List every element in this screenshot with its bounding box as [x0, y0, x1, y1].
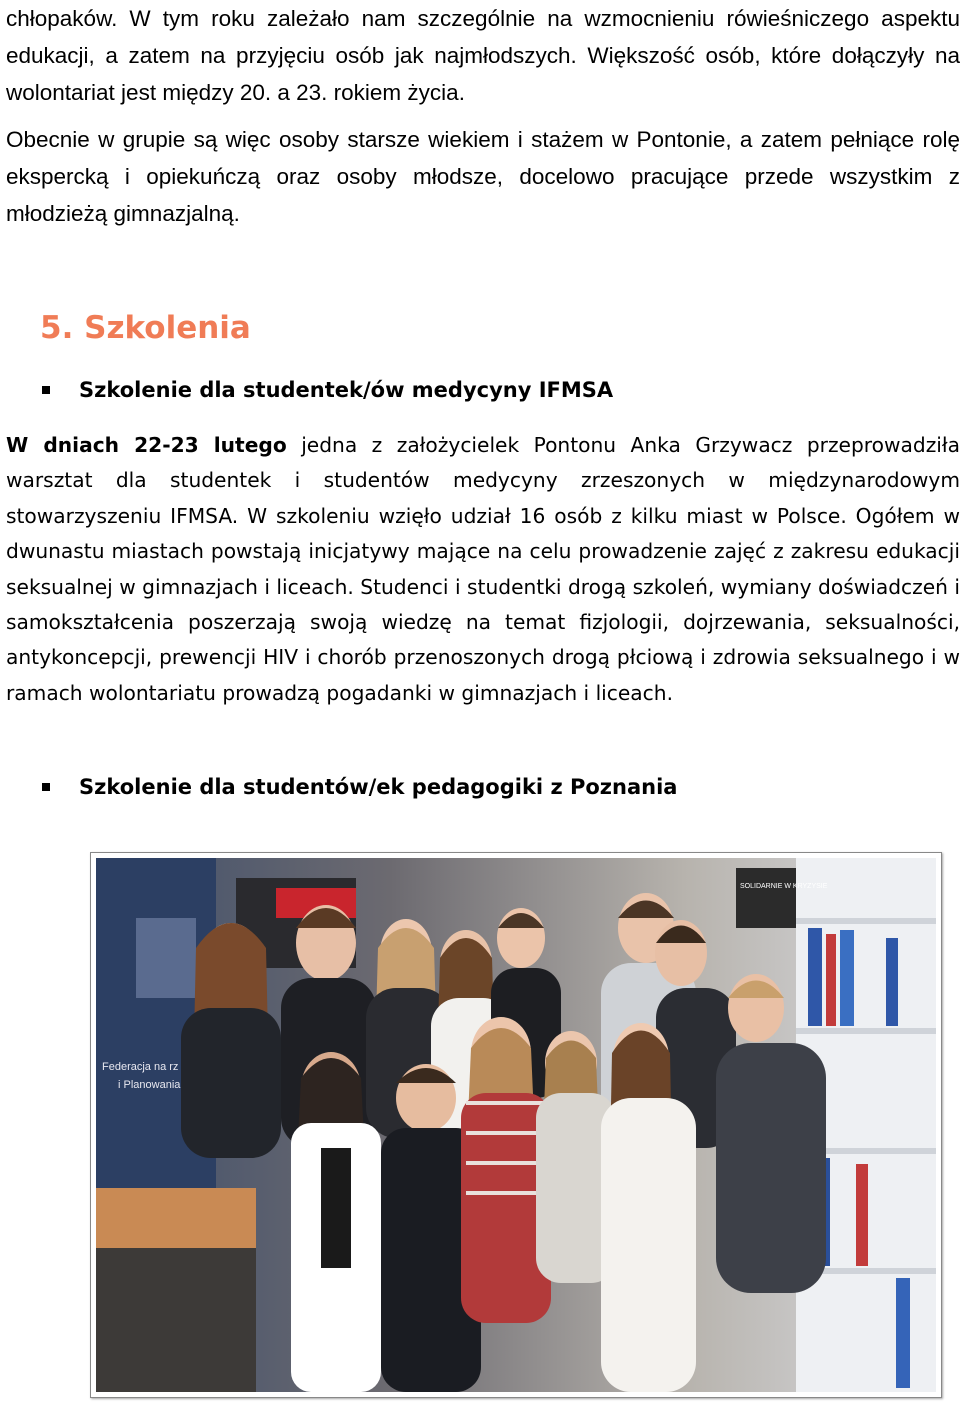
training-ifmsa-body: [6, 428, 960, 711]
paragraph-group-composition: Obecnie w grupie są więc osoby starsze wiekiem i stażem w Pontonie, a zatem pełniące rolę ekspercką i opiekuńczą oraz osoby młodsze, docelowo pracujące przede wszystkim z młodzieżą gimnazjalną.: [6, 127, 960, 226]
training-ifmsa-description: jedna z założycielek Pontonu Anka Grzywacz przeprowadziła warsztat dla studentek i studentów medycyny zrzeszonych w międzynarodowym stowarzyszeniu IFMSA. W szkoleniu wzięło udział 16 osób z kilku miast w Polsce. Ogółem w dwunastu miastach powstają inicjatywy mające na celu prowadzenie zajęć z zakresu edukacji seksualnej w gimnazjach i liceach. Studenci i studentki drogą szkoleń, wymiany doświadczeń i samokształcenia poszerzają swoją wiedzę na temat fizjologii, dojrzewania, seksualności, antykoncepcji, prewencji HIV i chorób przenoszonych drogą płciową i zdrowia seksualnego i w ramach wolontariatu prowadzą pogadanki w gimnazjach i liceach.: [6, 433, 960, 705]
group-photo-image: [96, 858, 936, 1392]
poster-text-2: i Planowania: [118, 1079, 181, 1091]
bullet-square-icon: [42, 783, 50, 791]
bullet-square-icon: [42, 386, 50, 394]
section-title: 5. Szkolenia: [40, 310, 251, 346]
training-ifmsa-heading-text: Szkolenie dla studentek/ów medycyny IFMSA: [79, 378, 614, 402]
paragraph-intro: chłopaków. W tym roku zależało nam szczególnie na wzmocnieniu rówieśniczego aspektu edukacji, a zatem na przyjęciu osób jak najmłodszych. Większość osób, które dołączyły na wolontariat jest między 20. a 23. rokiem życia.: [6, 6, 960, 105]
training-ifmsa-heading: [42, 375, 613, 405]
group-photo: [90, 852, 942, 1398]
poster-text: Federacja na rz: [102, 1061, 179, 1073]
bookshelf-text: SOLIDARNIE W KRYZYSIE: [740, 883, 828, 890]
training-pedagogy-heading-text: Szkolenie dla studentów/ek pedagogiki z Poznania: [79, 775, 678, 799]
training-pedagogy-heading: [42, 772, 677, 802]
training-ifmsa-date: W dniach 22-23 lutego: [6, 433, 287, 457]
